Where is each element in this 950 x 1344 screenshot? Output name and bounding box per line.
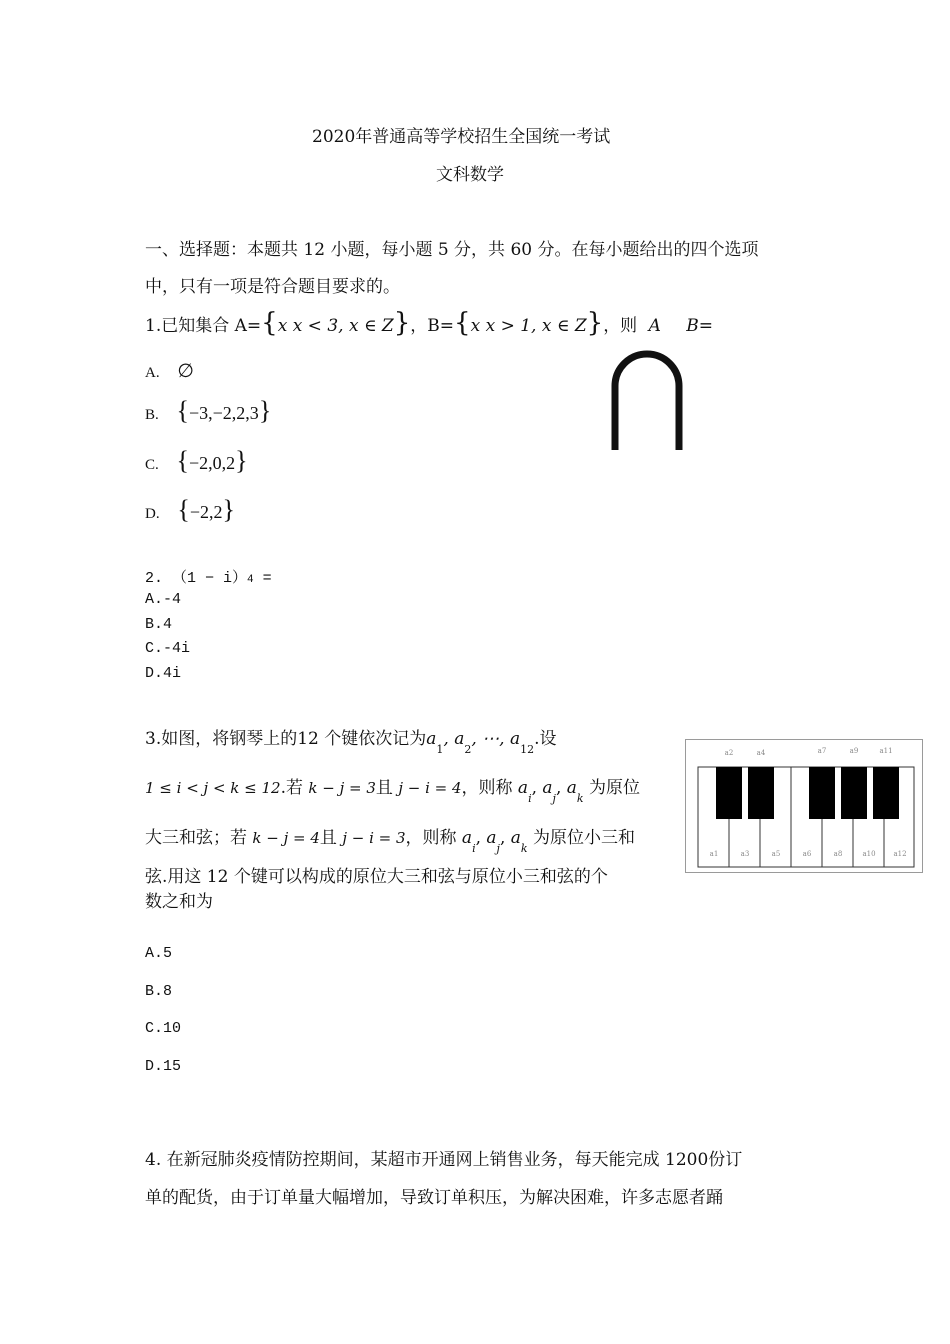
q4-line1: 4. 在新冠肺炎疫情防控期间，某超市开通网上销售业务，每天能完成 1200份订 xyxy=(145,1150,743,1170)
q3-line3-sub-k: k xyxy=(520,842,528,855)
q3-line2-and: 且 xyxy=(375,778,393,798)
exam-title: 2020年普通高等学校招生全国统一考试 xyxy=(312,127,611,147)
q3-inequality: 1 ≤ i < j < k ≤ 12 xyxy=(145,779,281,797)
q1-option-b-label: B. xyxy=(145,407,159,423)
piano-label-a12: a12 xyxy=(893,850,907,858)
q2-exponent: 4 xyxy=(247,574,254,586)
piano-keyboard xyxy=(686,740,922,872)
exam-subtitle: 文科数学 xyxy=(436,165,504,185)
q3-option-a: A.5 xyxy=(145,945,173,962)
q1-option-c-value: −2,0,2 xyxy=(189,453,236,473)
q1-set-b: x x > 1, x ∈ Z xyxy=(470,316,587,336)
q3-option-c: C.10 xyxy=(145,1020,182,1037)
q3-line2-sub-j: j xyxy=(552,792,556,805)
q3-line3-and: 且 xyxy=(319,828,337,848)
q1-option-b-brace-open: { xyxy=(176,396,189,425)
q3-line3-aj: a xyxy=(486,828,497,848)
q3-a1: a xyxy=(426,729,437,749)
q1-suffix: ，则 xyxy=(603,316,638,336)
q1-option-d-brace-open: { xyxy=(177,495,190,524)
q1-set-a-symbol: A xyxy=(648,316,661,336)
piano-label-a11: a11 xyxy=(879,747,893,755)
q1-option-a-value: ∅ xyxy=(177,361,194,382)
piano-label-a7: a7 xyxy=(817,747,827,755)
q2-equals: = xyxy=(253,570,272,587)
q1-mid: ，B= xyxy=(410,316,455,336)
q3-line4: 弦.用这 12 个键可以构成的原位大三和弦与原位小三和弦的个 xyxy=(145,867,608,887)
q3-line3-sub-i: i xyxy=(472,842,476,855)
q1-brace-close-a: } xyxy=(393,308,411,338)
q1-option-c-brace-close: } xyxy=(235,446,248,475)
q1-brace-open-b: { xyxy=(454,308,471,338)
q3-line2-call: ，则称 xyxy=(461,778,513,798)
q3-line2-ak: a xyxy=(566,778,577,798)
piano-label-a2: a2 xyxy=(724,749,734,757)
q3-a2: , a xyxy=(443,729,465,749)
q3-line3: 大三和弦；若 k − j = 4且 j − i = 3，则称 $a_i$, $a_j$, $a_k$ 为原位小三和 xyxy=(145,828,635,855)
q1-brace-close-b: } xyxy=(586,308,604,338)
q3-line2-post: 为原位 xyxy=(589,778,640,798)
intersection-icon xyxy=(607,348,687,452)
q3-line2-aj: a xyxy=(542,778,553,798)
q1-option-a xyxy=(145,360,194,383)
q1-option-d-brace-close: } xyxy=(222,495,235,524)
piano-label-a4: a4 xyxy=(756,749,766,757)
q3-option-b: B.8 xyxy=(145,983,173,1000)
q3-line1-pre: 3.如图，将钢琴上的12 个键依次记为 xyxy=(145,729,427,749)
piano-label-a10: a10 xyxy=(862,850,876,858)
q2-option-a: A.-4 xyxy=(145,591,182,608)
q3-line3-call: ，则称 xyxy=(405,828,457,848)
q1-option-b xyxy=(145,398,271,424)
q2-option-b: B.4 xyxy=(145,616,173,633)
q3-line3-pre: 大三和弦；若 xyxy=(145,828,247,848)
q1-brace-open-a: { xyxy=(261,308,278,338)
q1-option-d-label: D. xyxy=(145,506,160,522)
piano-figure xyxy=(685,739,923,873)
piano-label-a5: a5 xyxy=(771,850,781,858)
q1-option-a-label: A. xyxy=(145,365,160,381)
q1-set-b-symbol: B xyxy=(686,316,699,336)
section-intro-line2: 中，只有一项是符合题目要求的。 xyxy=(145,277,400,297)
q3-line3-ai: a xyxy=(461,828,473,848)
section-intro-line1: 一、选择题：本题共 12 小题，每小题 5 分，共 60 分。在每小题给出的四个选项 xyxy=(145,240,759,260)
piano-label-a8: a8 xyxy=(833,850,843,858)
q1-set-a: x x < 3, x ∈ Z xyxy=(277,316,394,336)
q2-stem xyxy=(145,566,272,587)
piano-label-a9: a9 xyxy=(849,747,859,755)
q3-line2-cond1: k − j = 3 xyxy=(308,779,376,797)
q3-line2-sub-k: k xyxy=(576,792,584,805)
piano-label-a1: a1 xyxy=(709,850,719,858)
q3-line3-cond2: j − i = 3 xyxy=(342,829,406,847)
q1-option-b-brace-close: } xyxy=(258,396,272,425)
q3-line5: 数之和为 xyxy=(145,892,213,912)
q3-sub-2: 2 xyxy=(464,743,472,756)
q1-stem xyxy=(145,310,713,336)
q3-line3-ak: a xyxy=(510,828,521,848)
q3-line2-ai: a xyxy=(517,778,529,798)
q3-line2: 1 ≤ i < j < k ≤ 12.若 k − j = 3且 j − i = 4，则称 $a_i$, $a_j$, $a_k$ 为原位 xyxy=(145,778,640,805)
q3-sub-12: 12 xyxy=(520,743,535,756)
piano-label-a3: a3 xyxy=(740,850,750,858)
q3-line2-if: .若 xyxy=(280,778,303,798)
q3-line3-post: 为原位小三和 xyxy=(533,828,635,848)
q3-line1-post: .设 xyxy=(534,729,557,749)
q3-option-d: D.15 xyxy=(145,1058,182,1075)
q3-sub-1: 1 xyxy=(436,743,444,756)
q1-option-d-value: −2,2 xyxy=(189,502,223,522)
q1-prefix: 1.已知集合 A= xyxy=(145,316,262,336)
q3-line2-sub-i: i xyxy=(528,792,532,805)
q2-stem-text: 2. （1 − i） xyxy=(145,570,248,587)
q3-line3-sub-j: j xyxy=(496,842,500,855)
q1-option-c xyxy=(145,448,248,474)
q1-equals: = xyxy=(698,316,714,336)
q3-a12: , ⋯, a xyxy=(471,729,521,749)
q3-line1 xyxy=(145,724,557,756)
q1-option-c-brace-open: { xyxy=(176,446,189,475)
q2-option-d: D.4i xyxy=(145,665,182,682)
q3-line3-cond1: k − j = 4 xyxy=(252,829,320,847)
q2-option-c: C.-4i xyxy=(145,640,191,657)
q1-option-d xyxy=(145,497,235,523)
q3-line2-cond2: j − i = 4 xyxy=(398,779,462,797)
q1-option-b-value: −3,−2,2,3 xyxy=(189,403,259,423)
piano-label-a6: a6 xyxy=(802,850,812,858)
q1-option-c-label: C. xyxy=(145,457,159,473)
q4-line2: 单的配货，由于订单量大幅增加，导致订单积压，为解决困难，许多志愿者踊 xyxy=(145,1188,723,1208)
